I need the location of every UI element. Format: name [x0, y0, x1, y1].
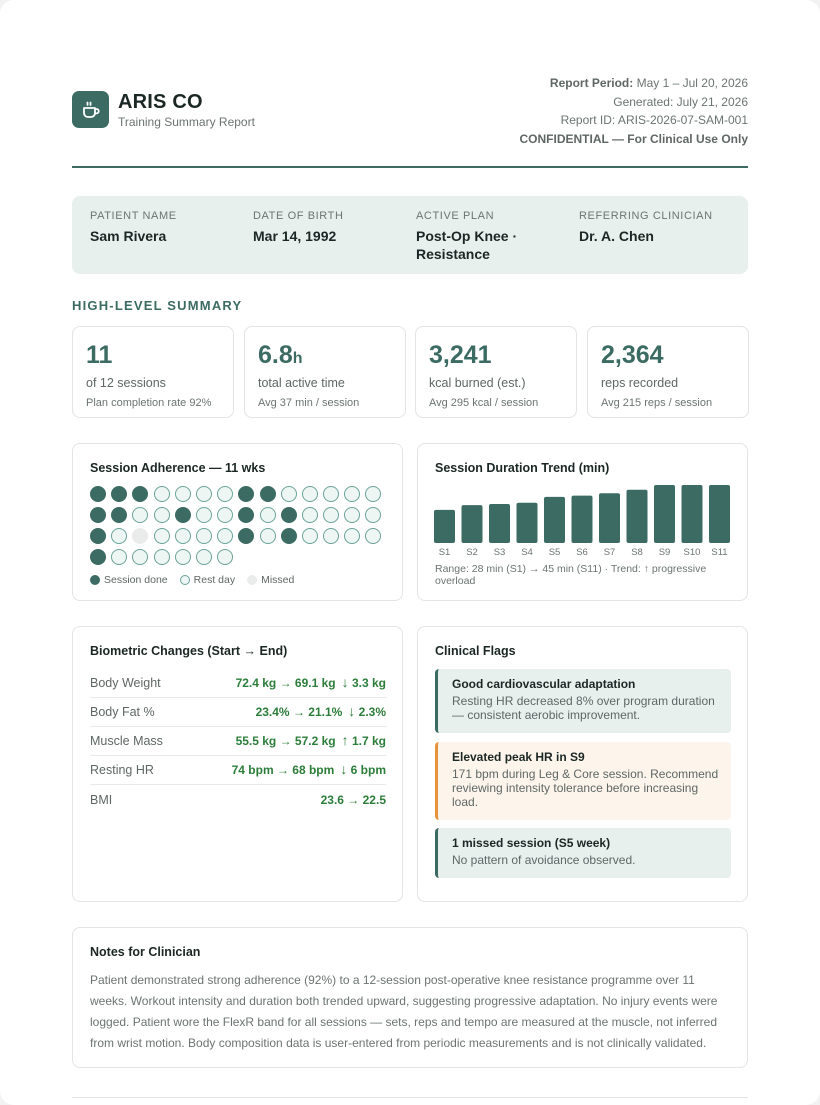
- bar-S11: [709, 485, 730, 543]
- adherence-dot-done: [175, 507, 191, 523]
- adherence-dot-rest: [344, 486, 360, 502]
- adherence-card: [72, 443, 403, 601]
- duration-chart-card: [417, 443, 748, 601]
- adherence-dot-done: [260, 486, 276, 502]
- x-tick-label: S4: [521, 547, 533, 558]
- adherence-week-row: [90, 528, 387, 549]
- clinical-flags-card: [417, 626, 748, 902]
- adherence-title: Session Adherence — 11 wks: [90, 461, 266, 475]
- x-tick-label: S8: [631, 547, 643, 558]
- stat-card-kcal: 3,241 kcal burned (est.) Avg 295 kcal / session: [415, 326, 577, 418]
- adherence-dot-rest: [196, 549, 212, 565]
- done-swatch: [90, 575, 100, 585]
- bar-S5: [544, 497, 565, 543]
- adherence-dot-rest: [260, 507, 276, 523]
- bio-row: BMI 23.6 → 22.5: [90, 792, 386, 807]
- bio-row: Resting HR 74 bpm → 68 bpm ↓ 6 bpm: [90, 756, 386, 785]
- adherence-dot-rest: [154, 549, 170, 565]
- logo: [72, 91, 109, 128]
- biometrics-title: Biometric Changes (Start → End): [90, 644, 288, 658]
- adherence-dot-rest: [365, 507, 381, 523]
- stat-card-active-time: 6.8h total active time Avg 37 min / session: [244, 326, 406, 418]
- adherence-grid: [90, 486, 387, 570]
- footer-divider: [72, 1097, 748, 1098]
- adherence-dot-rest: [154, 528, 170, 544]
- adherence-week-row: [90, 486, 387, 507]
- notes-card: [72, 927, 748, 1068]
- adherence-dot-rest: [175, 486, 191, 502]
- adherence-dot-rest: [196, 507, 212, 523]
- report-name: Training Summary Report: [118, 115, 255, 129]
- bar-S10: [682, 485, 703, 543]
- adherence-dot-rest: [302, 486, 318, 502]
- adherence-dot-rest: [344, 528, 360, 544]
- company-name: ARIS CO: [118, 91, 203, 113]
- adherence-dot-rest: [323, 486, 339, 502]
- x-tick-label: S10: [683, 547, 701, 558]
- adherence-dot-done: [111, 507, 127, 523]
- adherence-dot-rest: [132, 507, 148, 523]
- flag-item: 1 missed session (S5 week) No pattern of avoidance observed.: [435, 828, 731, 878]
- adherence-dot-rest: [365, 528, 381, 544]
- flags-title: Clinical Flags: [435, 644, 516, 658]
- adherence-legend: Session done Rest day Missed: [90, 574, 306, 586]
- x-tick-label: S5: [548, 547, 561, 558]
- adherence-dot-rest: [175, 528, 191, 544]
- header-divider: [72, 166, 748, 168]
- report-id: Report ID: ARIS-2026-07-SAM-001: [560, 113, 748, 128]
- flag-item: Good cardiovascular adaptation Resting HR decreased 8% over program duration — consistent aerobic improvement.: [435, 669, 731, 733]
- adherence-dot-missed: [132, 528, 148, 544]
- x-tick-label: S6: [576, 547, 588, 558]
- adherence-dot-rest: [302, 507, 318, 523]
- x-tick-label: S7: [603, 547, 616, 558]
- patient-info-panel: [72, 196, 748, 274]
- missed-swatch: [247, 575, 257, 585]
- adherence-dot-done: [90, 549, 106, 565]
- bar-S4: [517, 503, 538, 543]
- biometrics-card: [72, 626, 403, 902]
- adherence-dot-done: [238, 486, 254, 502]
- adherence-dot-done: [90, 507, 106, 523]
- active-plan: Post-Op Knee · Resistance: [416, 228, 518, 262]
- adherence-dot-done: [281, 507, 297, 523]
- adherence-dot-done: [238, 528, 254, 544]
- confidential-notice: CONFIDENTIAL — For Clinical Use Only: [519, 132, 748, 147]
- adherence-dot-rest: [260, 528, 276, 544]
- bar-S2: [462, 505, 483, 543]
- bar-S3: [489, 504, 510, 543]
- x-tick-label: S1: [438, 547, 451, 558]
- stat-card-reps: 2,364 reps recorded Avg 215 reps / session: [587, 326, 749, 418]
- adherence-dot-done: [132, 486, 148, 502]
- section-title: HIGH-LEVEL SUMMARY: [72, 298, 243, 313]
- chart-title: Session Duration Trend (min): [435, 461, 610, 475]
- coffee-cup-icon: [80, 99, 102, 121]
- adherence-dot-rest: [217, 528, 233, 544]
- bio-row: Body Weight 72.4 kg → 69.1 kg ↓ 3.3 kg: [90, 669, 386, 698]
- active-plan-field: ACTIVE PLAN Post-Op Knee · Resistance: [416, 210, 536, 263]
- stat-card-sessions: 11 of 12 sessions Plan completion rate 92%: [72, 326, 234, 418]
- adherence-dot-rest: [323, 528, 339, 544]
- bar-S1: [434, 510, 455, 543]
- adherence-dot-rest: [154, 507, 170, 523]
- adherence-dot-done: [238, 507, 254, 523]
- adherence-dot-rest: [344, 507, 360, 523]
- adherence-dot-rest: [196, 528, 212, 544]
- x-tick-label: S2: [466, 547, 478, 558]
- adherence-week-row: [90, 507, 387, 528]
- adherence-dot-rest: [175, 549, 191, 565]
- patient-name-field: PATIENT NAME Sam Rivera: [90, 210, 240, 245]
- adherence-dot-rest: [111, 528, 127, 544]
- x-tick-label: S11: [711, 547, 728, 558]
- flag-item: Elevated peak HR in S9 171 bpm during Leg & Core session. Recommend reviewing intensity tolerance before increasing load.: [435, 742, 731, 820]
- report-period: Report Period: May 1 – Jul 20, 2026: [549, 76, 748, 90]
- dob: Mar 14, 1992: [253, 228, 337, 244]
- bar-S7: [599, 493, 620, 543]
- adherence-dot-rest: [323, 507, 339, 523]
- bar-S8: [627, 490, 648, 543]
- x-tick-label: S3: [493, 547, 506, 558]
- adherence-dot-rest: [132, 549, 148, 565]
- duration-bar-chart: [434, 482, 734, 562]
- chart-note: Range: 28 min (S1) → 45 min (S11) · Trend: ↑ progressive overload: [435, 563, 707, 587]
- adherence-dot-rest: [365, 486, 381, 502]
- adherence-dot-done: [111, 486, 127, 502]
- generated-date: Generated: July 21, 2026: [613, 94, 748, 109]
- clinician: Dr. A. Chen: [579, 228, 654, 244]
- bar-S9: [654, 485, 675, 543]
- bio-row: Muscle Mass 55.5 kg → 57.2 kg ↑ 1.7 kg: [90, 727, 386, 756]
- x-tick-label: S9: [658, 547, 671, 558]
- rest-swatch: [180, 575, 190, 585]
- adherence-dot-done: [281, 528, 297, 544]
- adherence-dot-rest: [217, 486, 233, 502]
- patient-name: Sam Rivera: [90, 228, 167, 244]
- adherence-dot-done: [90, 486, 106, 502]
- dob-field: DATE OF BIRTH Mar 14, 1992: [253, 210, 403, 245]
- adherence-dot-rest: [302, 528, 318, 544]
- notes-body: Patient demonstrated strong adherence (92%) to a 12-session post-operative knee resistance programme over 11 weeks. Workout intensity and duration both trended upward, suggesting progressive adaptation. No injury events were logged. Patient wore the FlexR band for all sessions — sets, reps and tempo are measured at the muscle, not inferred from wrist motion. Body composition data is user-entered from periodic measurements and is not clinically validated.: [90, 973, 718, 1050]
- bio-row: Body Fat % 23.4% → 21.1% ↓ 2.3%: [90, 698, 386, 727]
- adherence-dot-rest: [217, 507, 233, 523]
- adherence-dot-rest: [217, 549, 233, 565]
- notes-title: Notes for Clinician: [90, 945, 201, 959]
- bar-S6: [572, 496, 593, 543]
- adherence-dot-done: [90, 528, 106, 544]
- adherence-dot-rest: [111, 549, 127, 565]
- adherence-dot-rest: [196, 486, 212, 502]
- clinician-field: REFERRING CLINICIAN Dr. A. Chen: [579, 210, 739, 245]
- report-meta: [520, 74, 748, 149]
- adherence-week-row: [90, 549, 387, 570]
- adherence-dot-rest: [154, 486, 170, 502]
- adherence-dot-rest: [281, 486, 297, 502]
